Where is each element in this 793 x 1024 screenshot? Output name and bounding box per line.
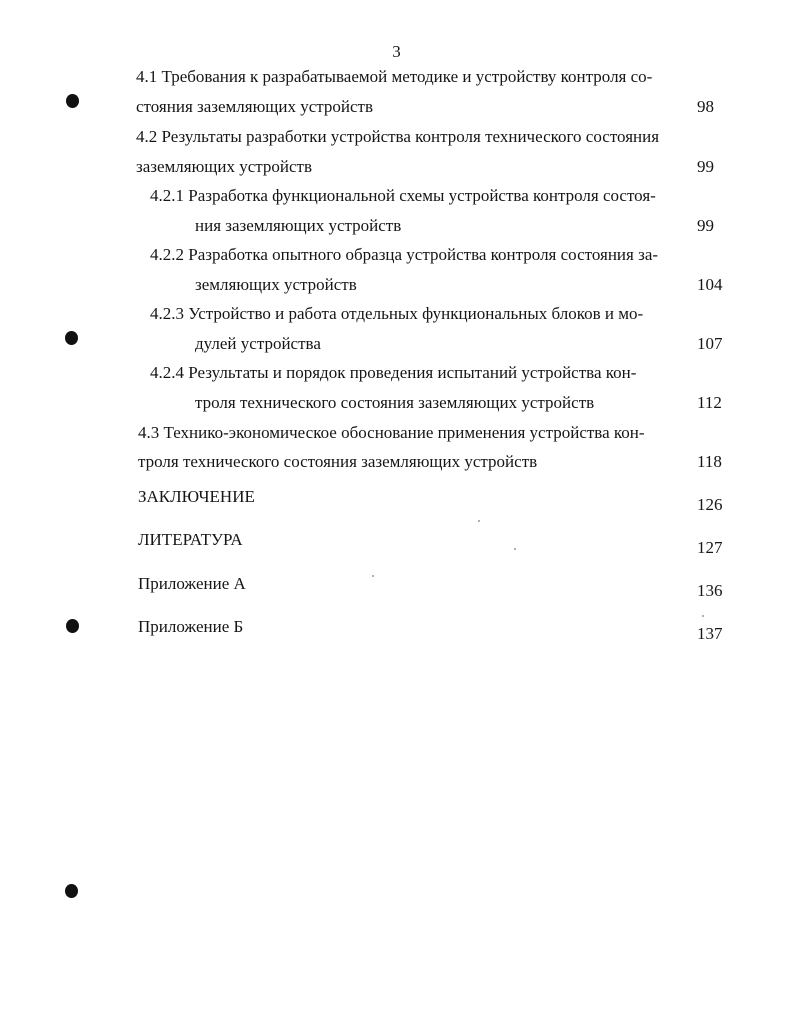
toc-4-2-1-line1: 4.2.1 Разработка функциональной схемы устройства контроля состоя- (150, 186, 656, 205)
toc-4-2-line1: 4.2 Результаты разработки устройства контроля технического состояния (136, 127, 660, 146)
toc-4-1-line1: 4.1 Требования к разрабатываемой методике и устройству контроля со- (136, 67, 653, 86)
toc-literature-page: 127 (697, 538, 723, 557)
toc-conclusion-label: ЗАКЛЮЧЕНИЕ (138, 487, 255, 506)
page-number: 3 (392, 42, 401, 61)
toc-4-3-page: 118 (697, 452, 722, 471)
toc-appendix-b-label: Приложение Б (138, 617, 244, 636)
toc-4-2-4-line1: 4.2.4 Результаты и порядок проведения испытаний устройства кон- (150, 363, 637, 382)
toc-4-3-line2: троля технического состояния заземляющих устройств (138, 452, 538, 471)
toc-literature-label: ЛИТЕРАТУРА (138, 530, 243, 549)
toc-conclusion-page: 126 (697, 495, 723, 514)
toc-4-2-2-line1: 4.2.2 Разработка опытного образца устройства контроля состояния за- (150, 245, 659, 264)
toc-4-2-page: 99 (697, 157, 714, 176)
toc-appendix-a-label: Приложение А (138, 574, 246, 593)
punch-hole-mark (65, 331, 78, 345)
toc-4-2-2-line2: земляющих устройств (195, 275, 357, 294)
toc-4-2-4-line2: троля технического состояния заземляющих устройств (195, 393, 595, 412)
punch-hole-mark (66, 619, 79, 633)
toc-appendix-b-page: 137 (697, 624, 723, 643)
toc-appendix-a-page: 136 (697, 581, 723, 600)
scan-speck (478, 520, 480, 522)
toc-4-2-1-page: 99 (697, 216, 714, 235)
toc-4-3-line1: 4.3 Технико-экономическое обоснование применения устройства кон- (138, 423, 645, 442)
punch-hole-mark (66, 94, 79, 108)
scan-speck (372, 575, 374, 577)
toc-4-1-page: 98 (697, 97, 714, 116)
toc-4-2-1-line2: ния заземляющих устройств (195, 216, 402, 235)
scan-speck (702, 615, 704, 617)
toc-4-2-3-line1: 4.2.3 Устройство и работа отдельных функциональных блоков и мо- (150, 304, 644, 323)
toc-4-2-4-page: 112 (697, 393, 722, 412)
toc-4-2-3-line2: дулей устройства (195, 334, 321, 353)
scan-speck (514, 548, 516, 550)
toc-4-2-2-page: 104 (697, 275, 723, 294)
punch-hole-mark (65, 884, 78, 898)
toc-4-2-3-page: 107 (697, 334, 723, 353)
toc-4-1-line2: стояния заземляющих устройств (136, 97, 374, 116)
toc-4-2-line2: заземляющих устройств (136, 157, 313, 176)
